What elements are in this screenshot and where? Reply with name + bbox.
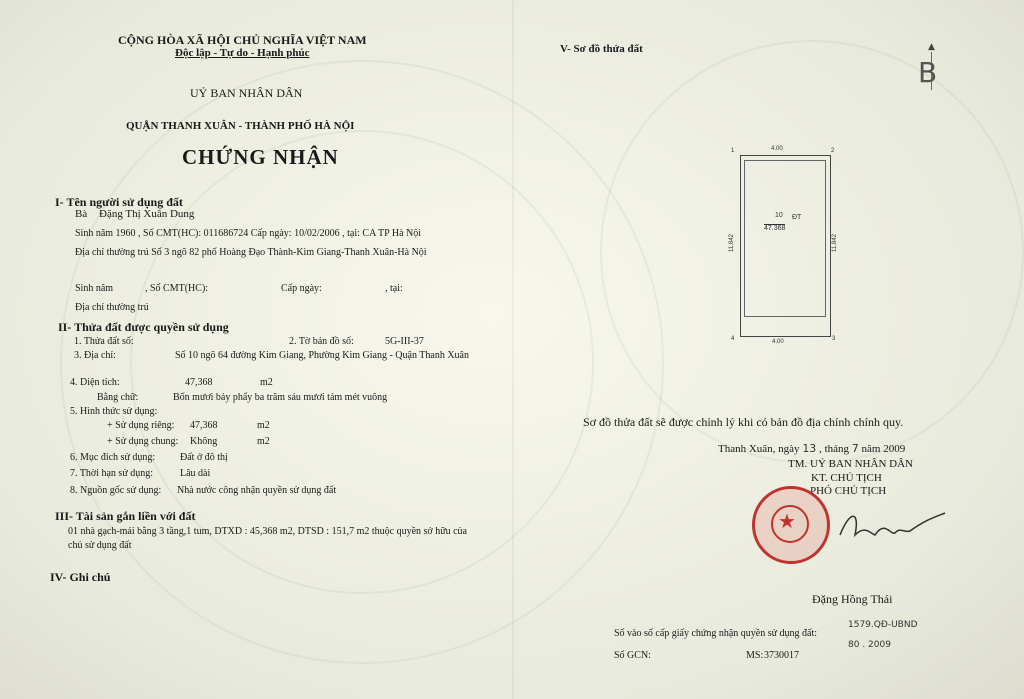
owner-birth-line: Sinh năm 1960 , Số CMT(HC): 011686724 Cấp ngày: 10/02/2006 , tại: CA TP Hà Nội — [75, 228, 422, 239]
diagram-note: Sơ đồ thửa đất sẽ được chỉnh lý khi có bản đồ địa chính chính quy. — [583, 415, 904, 429]
birth-label-2: Sinh năm — [75, 283, 114, 294]
common-use-unit: m2 — [257, 436, 270, 447]
origin-label: 8. Nguồn gốc sử dụng: — [70, 485, 162, 496]
committee-name: UỶ BAN NHÂN DÂN — [190, 86, 303, 100]
address-label-2: Địa chỉ thường trú — [75, 302, 149, 313]
watermark-ring — [130, 130, 594, 594]
gcn-label: Số GCN: — [614, 650, 651, 661]
cmt-label-2: , Số CMT(HC): — [145, 283, 209, 294]
common-use-value: Không — [190, 436, 218, 447]
area-words: Bốn mươi bảy phẩy ba trăm sáu mươi tám mét vuông — [173, 392, 388, 403]
handwritten-signature — [830, 505, 950, 545]
map-number: 5G-III-37 — [385, 336, 424, 347]
plot-code: ĐT — [792, 214, 802, 221]
left-length: 11.842 — [729, 234, 735, 252]
section3-heading: III- Tài sản gắn liền với đất — [55, 509, 196, 523]
plot-number-label: 1. Thửa đất số: — [74, 336, 134, 347]
country-name: CỘNG HÒA XÃ HỘI CHỦ NGHĨA VIỆT NAM — [118, 33, 367, 47]
area-unit: m2 — [260, 377, 273, 388]
registry-book-value-1: 1579.QĐ-UBND — [848, 620, 918, 630]
registry-book-value-2: 80 . 2009 — [848, 640, 891, 650]
private-use-value: 47,368 — [190, 420, 218, 431]
section4-heading: IV- Ghi chú — [50, 570, 111, 584]
right-length: 11.842 — [832, 234, 838, 252]
plot-label: 10 — [775, 212, 783, 219]
place-label-2: , tại: — [385, 283, 403, 294]
section5-heading: V- Sơ đồ thửa đất — [560, 43, 643, 55]
assets-line-2: chủ sử dụng đất — [68, 540, 132, 551]
date-month: 7 — [851, 442, 859, 455]
north-mark: B — [918, 56, 938, 89]
motto: Độc lập - Tự do - Hạnh phúc — [175, 47, 310, 59]
date-year: năm 2009 — [861, 443, 906, 455]
ms-value: 3730017 — [764, 650, 799, 661]
date-month-label: , tháng — [819, 443, 850, 455]
term-value: Lâu dài — [180, 468, 211, 479]
section1-heading: I- Tên người sử dụng đất — [55, 195, 183, 209]
common-use-label: + Sử dụng chung: — [107, 436, 179, 447]
north-arrow-icon: ▲ — [928, 42, 935, 52]
corner-label-3: 3 — [832, 336, 836, 342]
top-length: 4.00 — [771, 146, 783, 152]
owner-address-line: Địa chỉ thường trú Số 3 ngõ 82 phố Hoàng Đạo Thành-Kim Giang-Thanh Xuân-Hà Nội — [75, 247, 427, 258]
bottom-length: 4.00 — [772, 339, 784, 345]
district-name: QUẬN THANH XUÂN - THÀNH PHỐ HÀ NỘI — [126, 120, 355, 132]
plot-building-outline — [744, 160, 826, 317]
purpose-value: Đất ở đô thị — [180, 452, 228, 463]
term-label: 7. Thời hạn sử dụng: — [70, 468, 154, 479]
area-words-label: Bằng chữ: — [97, 392, 139, 403]
star-icon: ★ — [778, 509, 796, 533]
corner-label-1: 1 — [731, 148, 735, 154]
area-value: 47,368 — [185, 377, 213, 388]
certificate-title: CHỨNG NHẬN — [182, 145, 339, 169]
section2-heading: II- Thửa đất được quyền sử dụng — [58, 320, 229, 334]
plot-address-label: 3. Địa chỉ: — [74, 350, 116, 361]
issue-label-2: Cấp ngày: — [281, 283, 322, 294]
purpose-label: 6. Mục đích sử dụng: — [70, 452, 156, 463]
area-label: 4. Diện tích: — [70, 377, 120, 388]
plot-address: Số 10 ngõ 64 đường Kim Giang, Phường Kim Giang - Quận Thanh Xuân — [175, 350, 469, 361]
signer-name: Đặng Hồng Thái — [812, 592, 893, 606]
signer-role-2: PHÓ CHỦ TỊCH — [810, 485, 887, 497]
assets-line-1: 01 nhà gạch-mái bằng 3 tầng,1 tum, DTXD : 45,368 m2, DTSD : 151,7 m2 thuộc quyền sở hữu của — [68, 526, 467, 537]
sign-date — [718, 442, 905, 455]
page-fold — [512, 0, 514, 699]
origin-value: Nhà nước công nhận quyền sử dụng đất — [177, 485, 337, 496]
corner-label-2: 2 — [831, 148, 835, 154]
signer-org: TM. UỶ BAN NHÂN DÂN — [788, 458, 913, 470]
map-number-label: 2. Tờ bản đồ số: — [289, 336, 354, 347]
plot-area-label: 47.368 — [764, 225, 786, 232]
ms-label: MS: — [746, 650, 764, 661]
date-prefix: Thanh Xuân, ngày — [718, 443, 800, 455]
signer-role-1: KT. CHỦ TỊCH — [811, 472, 882, 484]
official-seal — [752, 486, 830, 564]
private-use-label: + Sử dụng riêng: — [107, 420, 175, 431]
owner-prefix: Bà — [75, 208, 88, 220]
owner-name: Đặng Thị Xuân Dung — [99, 208, 195, 220]
registry-book-label: Số vào sổ cấp giấy chứng nhận quyền sử dụng đất: — [614, 628, 818, 639]
usage-form-label: 5. Hình thức sử dụng: — [70, 406, 158, 417]
date-day: 13 — [802, 442, 817, 455]
corner-label-4: 4 — [731, 336, 735, 342]
private-use-unit: m2 — [257, 420, 270, 431]
